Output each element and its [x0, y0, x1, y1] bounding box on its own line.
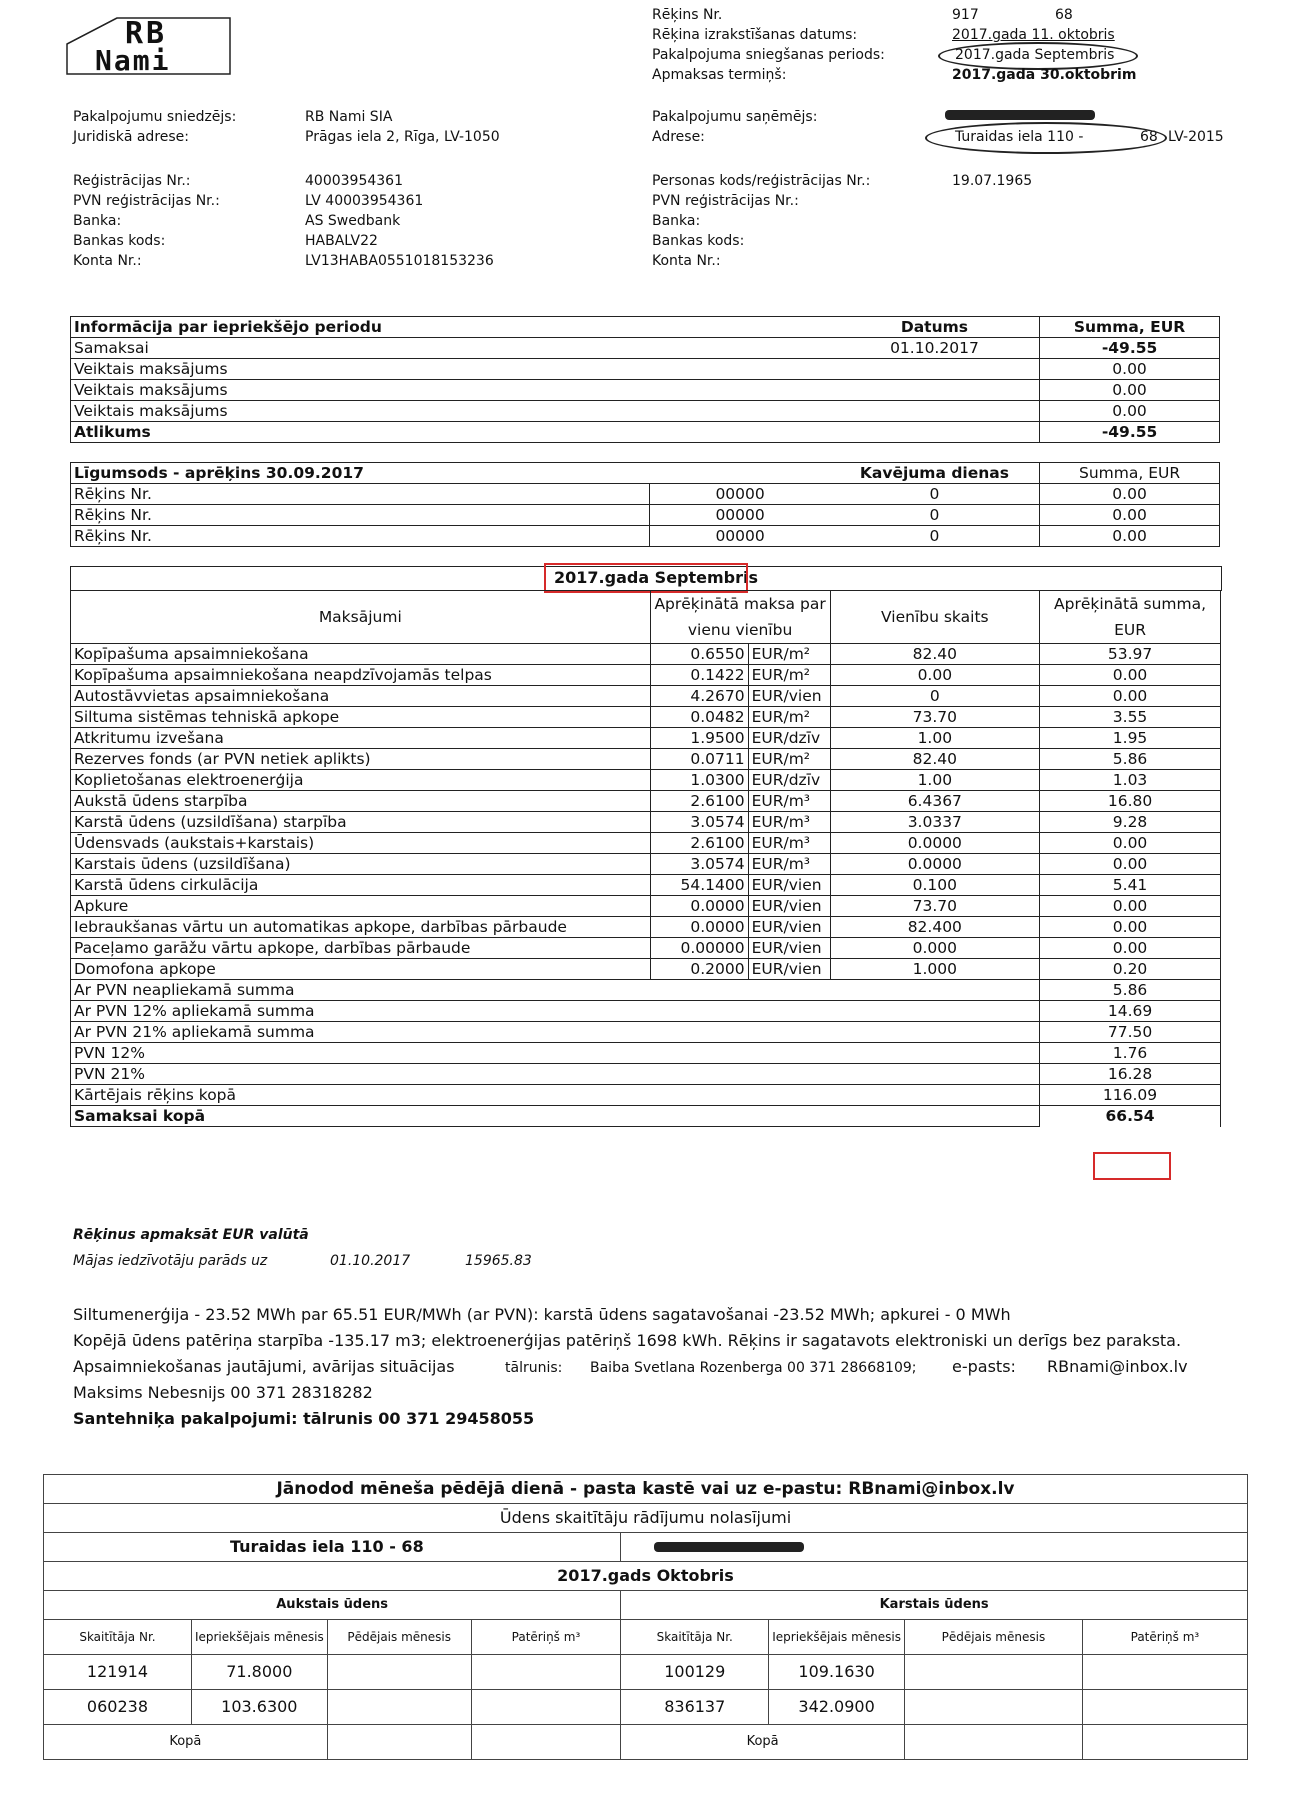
form-redacted-name — [654, 1542, 804, 1552]
debt-date: 01.10.2017 — [330, 1253, 411, 1269]
address-handwritten-circle — [925, 122, 1167, 154]
charge-name: Apkure — [71, 896, 651, 917]
current-total-sum: 116.09 — [1040, 1085, 1221, 1106]
prev-row-sum: 0.00 — [1040, 359, 1220, 380]
charge-row — [71, 665, 1221, 686]
form-period: 2017.gads Oktobris — [44, 1562, 1248, 1591]
summary-sum: 5.86 — [1040, 980, 1221, 1001]
charge-unit: EUR/vien — [748, 686, 830, 707]
bank-label: Banka: — [73, 213, 122, 229]
charge-sum: 1.03 — [1040, 770, 1221, 791]
charge-sum: 16.80 — [1040, 791, 1221, 812]
charge-row — [71, 728, 1221, 749]
hot-water-title: Karstais ūdens — [621, 1591, 1248, 1620]
address-apartment: 68 — [1140, 129, 1158, 145]
charge-unit-price: 2.6100 — [650, 833, 748, 854]
charge-row — [71, 707, 1221, 728]
vat-no-value: LV 40003954361 — [305, 193, 424, 209]
bank-code-label: Bankas kods: — [73, 233, 166, 249]
charge-row — [71, 833, 1221, 854]
hot-col-prev: Iepriekšējais mēnesis — [769, 1620, 905, 1655]
cold-col-prev: Iepriekšējais mēnesis — [191, 1620, 327, 1655]
charges-table — [70, 590, 1221, 1127]
cold-meter-number: 060238 — [44, 1690, 192, 1725]
charge-row — [71, 959, 1221, 980]
charge-sum: 9.28 — [1040, 812, 1221, 833]
address-label: Adrese: — [652, 129, 705, 145]
hot-prev-reading: 109.1630 — [769, 1655, 905, 1690]
hot-total-label: Kopā — [621, 1725, 905, 1760]
charge-quantity: 0.100 — [830, 875, 1040, 896]
charge-row — [71, 938, 1221, 959]
summary-label: PVN 12% — [71, 1043, 1040, 1064]
charge-sum: 0.00 — [1040, 854, 1221, 875]
charge-quantity: 0.000 — [830, 938, 1040, 959]
charge-sum: 0.00 — [1040, 938, 1221, 959]
charge-unit: EUR/vien — [748, 896, 830, 917]
phone-value: Baiba Svetlana Rozenberga 00 371 28668109; — [590, 1360, 917, 1376]
form-address: Turaidas iela 110 - 68 — [44, 1533, 621, 1562]
charge-name: Ūdensvads (aukstais+karstais) — [71, 833, 651, 854]
invoice-number-value2: 68 — [1055, 7, 1073, 23]
reg-no-value: 40003954361 — [305, 173, 403, 189]
address-postcode: LV-2015 — [1168, 129, 1224, 145]
recipient-label: Pakalpojumu saņēmējs: — [652, 109, 818, 125]
invoice-number-value: 917 — [952, 7, 979, 23]
reg-no-label: Reģistrācijas Nr.: — [73, 173, 191, 189]
penalty-table — [70, 462, 1220, 547]
penalty-col-sum: Summa, EUR — [1040, 463, 1220, 484]
issue-date-label: Rēķina izrakstīšanas datums: — [652, 27, 858, 43]
col-header-units: Vienību skaits — [830, 591, 1040, 644]
charge-name: Karstā ūdens (uzsildīšana) starpība — [71, 812, 651, 833]
summary-row — [71, 1064, 1221, 1085]
charge-row — [71, 770, 1221, 791]
col-header-sum-2: EUR — [1040, 617, 1221, 644]
charge-sum: 0.00 — [1040, 665, 1221, 686]
contact-label: Apsaimniekošanas jautājumi, avārijas situācijas — [73, 1357, 455, 1376]
legal-address-label: Juridiskā adrese: — [73, 129, 190, 145]
cold-last-reading[interactable] — [327, 1690, 471, 1725]
summary-row — [71, 1022, 1221, 1043]
charge-unit-price: 3.0574 — [650, 854, 748, 875]
charge-unit: EUR/vien — [748, 917, 830, 938]
address-value: Turaidas iela 110 - — [955, 129, 1084, 145]
email-label: e-pasts: — [952, 1357, 1016, 1376]
charge-quantity: 73.70 — [830, 707, 1040, 728]
charge-sum: 53.97 — [1040, 644, 1221, 665]
period-label: Pakalpojuma sniegšanas periods: — [652, 47, 885, 63]
logo-line1: RB — [125, 16, 168, 51]
prev-row-sum: 0.00 — [1040, 380, 1220, 401]
hot-prev-reading: 342.0900 — [769, 1690, 905, 1725]
charge-row — [71, 875, 1221, 896]
cold-total-label: Kopā — [44, 1725, 328, 1760]
hot-consumption[interactable] — [1082, 1655, 1247, 1690]
account-value: LV13HABA0551018153236 — [305, 253, 494, 269]
charge-unit: EUR/vien — [748, 938, 830, 959]
to-pay-sum: 66.54 — [1040, 1106, 1221, 1127]
currency-note: Rēķinus apmaksāt EUR valūtā — [73, 1227, 309, 1243]
charge-quantity: 0.0000 — [830, 854, 1040, 875]
charge-unit-price: 1.0300 — [650, 770, 748, 791]
charge-name: Siltuma sistēmas tehniskā apkope — [71, 707, 651, 728]
prev-row-date: 01.10.2017 — [830, 338, 1040, 359]
penalty-row-num: 00000 — [650, 505, 830, 526]
penalty-row-label: Rēķins Nr. — [71, 484, 650, 505]
col-header-payments: Maksājumi — [71, 591, 651, 644]
prev-total-label: Atlikums — [71, 422, 830, 443]
contact-person-line: Maksims Nebesnijs 00 371 28318282 — [73, 1383, 373, 1402]
hot-total-last[interactable] — [904, 1725, 1082, 1760]
charge-quantity: 82.40 — [830, 644, 1040, 665]
email-value[interactable]: RBnami@inbox.lv — [1047, 1357, 1188, 1376]
prev-total-sum: -49.55 — [1040, 422, 1220, 443]
charge-sum: 3.55 — [1040, 707, 1221, 728]
charge-unit: EUR/vien — [748, 959, 830, 980]
cold-prev-reading: 103.6300 — [191, 1690, 327, 1725]
prev-period-col-date: Datums — [900, 318, 969, 336]
penalty-col-days: Kavējuma dienas — [859, 464, 1009, 482]
penalty-row-num: 00000 — [650, 526, 830, 547]
charge-quantity: 82.40 — [830, 749, 1040, 770]
form-subtitle: Ūdens skaitītāju rādījumu nolasījumi — [44, 1504, 1248, 1533]
meter-reading-form — [43, 1474, 1248, 1760]
charge-sum: 0.00 — [1040, 896, 1221, 917]
hot-col-meter: Skaitītāja Nr. — [621, 1620, 769, 1655]
charge-unit: EUR/dzīv — [748, 728, 830, 749]
cold-total-last[interactable] — [327, 1725, 471, 1760]
vat-no-label: PVN reģistrācijas Nr.: — [73, 193, 220, 209]
hot-col-last: Pēdējais mēnesis — [904, 1620, 1082, 1655]
charge-row — [71, 644, 1221, 665]
to-pay-label: Samaksai kopā — [71, 1106, 1040, 1127]
penalty-row-days: 0 — [830, 526, 1040, 547]
summary-label: Ar PVN 12% apliekamā summa — [71, 1001, 1040, 1022]
cold-prev-reading: 71.8000 — [191, 1655, 327, 1690]
cold-col-meter: Skaitītāja Nr. — [44, 1620, 192, 1655]
charge-name: Kopīpašuma apsaimniekošana neapdzīvojamās telpas — [71, 665, 651, 686]
penalty-row-sum: 0.00 — [1040, 484, 1220, 505]
company-logo — [65, 14, 235, 80]
charge-name: Aukstā ūdens starpība — [71, 791, 651, 812]
hot-last-reading[interactable] — [904, 1690, 1082, 1725]
charge-row — [71, 812, 1221, 833]
due-date-value: 2017.gada 30.oktobrim — [952, 67, 1137, 83]
charge-name: Rezerves fonds (ar PVN netiek aplikts) — [71, 749, 651, 770]
charge-unit-price: 3.0574 — [650, 812, 748, 833]
prev-row-sum: -49.55 — [1040, 338, 1220, 359]
charge-unit-price: 1.9500 — [650, 728, 748, 749]
charge-name: Koplietošanas elektroenerģija — [71, 770, 651, 791]
charge-quantity: 0.00 — [830, 665, 1040, 686]
summary-row — [71, 1001, 1221, 1022]
bank-code-value: HABALV22 — [305, 233, 378, 249]
charge-unit: EUR/dzīv — [748, 770, 830, 791]
cold-meter-number: 121914 — [44, 1655, 192, 1690]
summary-sum: 16.28 — [1040, 1064, 1221, 1085]
prev-period-col-sum: Summa, EUR — [1040, 317, 1220, 338]
charges-period-title: 2017.gada Septembris — [554, 568, 759, 587]
charge-unit: EUR/m³ — [748, 791, 830, 812]
charge-sum: 1.95 — [1040, 728, 1221, 749]
penalty-row-days: 0 — [830, 505, 1040, 526]
penalty-row-sum: 0.00 — [1040, 526, 1220, 547]
prev-row-label: Veiktais maksājums — [71, 401, 830, 422]
prev-row-label: Samaksai — [71, 338, 830, 359]
water-consumption-note: Kopējā ūdens patēriņa starpība -135.17 m3; elektroenerģijas patēriņš 1698 kWh. Rēķins ir sagatavots elektroniski un derīgs bez paraksta. — [73, 1331, 1182, 1350]
form-title: Jānodod mēneša pēdējā dienā - pasta kastē vai uz e-pastu: RBnami@inbox.lv — [44, 1475, 1248, 1504]
charge-quantity: 1.000 — [830, 959, 1040, 980]
charge-unit: EUR/m³ — [748, 854, 830, 875]
charge-name: Paceļamo garāžu vārtu apkope, darbības pārbaude — [71, 938, 651, 959]
charge-unit: EUR/m³ — [748, 812, 830, 833]
redacted-name — [945, 110, 1095, 120]
hot-total-cons[interactable] — [1082, 1725, 1247, 1760]
charge-quantity: 82.400 — [830, 917, 1040, 938]
current-total-label: Kārtējais rēķins kopā — [71, 1085, 1040, 1106]
col-header-unit-price-2: vienu vienību — [650, 617, 830, 644]
hot-last-reading[interactable] — [904, 1655, 1082, 1690]
charge-quantity: 6.4367 — [830, 791, 1040, 812]
summary-sum: 1.76 — [1040, 1043, 1221, 1064]
penalty-title: Līgumsods - aprēķins 30.09.2017 — [74, 464, 364, 482]
charge-sum: 5.86 — [1040, 749, 1221, 770]
charge-sum: 5.41 — [1040, 875, 1221, 896]
charge-unit: EUR/m² — [748, 707, 830, 728]
summary-label: Ar PVN 21% apliekamā summa — [71, 1022, 1040, 1043]
charge-unit-price: 4.2670 — [650, 686, 748, 707]
charge-name: Atkritumu izvešana — [71, 728, 651, 749]
hot-consumption[interactable] — [1082, 1690, 1247, 1725]
charge-quantity: 0 — [830, 686, 1040, 707]
heat-energy-note: Siltumenerģija - 23.52 MWh par 65.51 EUR/MWh (ar PVN): karstā ūdens sagatavošanai -23.52 MWh; apkurei - 0 MWh — [73, 1305, 1011, 1324]
charge-sum: 0.00 — [1040, 917, 1221, 938]
col-header-sum-1: Aprēķinātā summa, — [1040, 591, 1221, 618]
bank-value: AS Swedbank — [305, 213, 401, 229]
hot-meter-number: 836137 — [621, 1690, 769, 1725]
personal-code-value: 19.07.1965 — [952, 173, 1033, 189]
hot-col-cons: Patēriņš m³ — [1082, 1620, 1247, 1655]
charge-name: Kopīpašuma apsaimniekošana — [71, 644, 651, 665]
phone-label: tālrunis: — [505, 1360, 563, 1376]
charge-quantity: 1.00 — [830, 728, 1040, 749]
charge-quantity: 73.70 — [830, 896, 1040, 917]
charge-unit: EUR/m² — [748, 749, 830, 770]
charge-unit-price: 0.0000 — [650, 896, 748, 917]
summary-sum: 77.50 — [1040, 1022, 1221, 1043]
charge-unit-price: 0.00000 — [650, 938, 748, 959]
charge-unit-price: 0.0711 — [650, 749, 748, 770]
summary-sum: 14.69 — [1040, 1001, 1221, 1022]
cold-consumption[interactable] — [471, 1690, 621, 1725]
charge-row — [71, 896, 1221, 917]
total-highlight-box — [1093, 1152, 1171, 1180]
cold-col-cons: Patēriņš m³ — [471, 1620, 621, 1655]
provider-label: Pakalpojumu sniedzējs: — [73, 109, 237, 125]
recipient-vat-label: PVN reģistrācijas Nr.: — [652, 193, 799, 209]
cold-water-title: Aukstais ūdens — [44, 1591, 621, 1620]
prev-row-sum: 0.00 — [1040, 401, 1220, 422]
summary-row — [71, 980, 1221, 1001]
charge-name: Autostāvvietas apsaimniekošana — [71, 686, 651, 707]
charge-sum: 0.00 — [1040, 833, 1221, 854]
charge-unit-price: 2.6100 — [650, 791, 748, 812]
debt-label: Mājas iedzīvotāju parāds uz — [73, 1253, 268, 1269]
recipient-bank-code-label: Bankas kods: — [652, 233, 745, 249]
period-value: 2017.gada Septembris — [955, 47, 1115, 63]
account-label: Konta Nr.: — [73, 253, 142, 269]
charge-row — [71, 749, 1221, 770]
provider-value: RB Nami SIA — [305, 109, 393, 125]
charge-unit-price: 0.1422 — [650, 665, 748, 686]
charge-name: Karstā ūdens cirkulācija — [71, 875, 651, 896]
hot-meter-number: 100129 — [621, 1655, 769, 1690]
form-redacted-cell — [621, 1533, 1248, 1562]
penalty-row-label: Rēķins Nr. — [71, 526, 650, 547]
legal-address-value: Prāgas iela 2, Rīga, LV-1050 — [305, 129, 500, 145]
charge-unit-price: 0.6550 — [650, 644, 748, 665]
penalty-row-label: Rēķins Nr. — [71, 505, 650, 526]
charge-row — [71, 791, 1221, 812]
recipient-bank-label: Banka: — [652, 213, 701, 229]
period-highlight-box — [544, 563, 748, 593]
due-date-label: Apmaksas termiņš: — [652, 67, 787, 83]
charge-unit-price: 0.2000 — [650, 959, 748, 980]
recipient-account-label: Konta Nr.: — [652, 253, 721, 269]
charge-unit: EUR/vien — [748, 875, 830, 896]
prev-row-label: Veiktais maksājums — [71, 380, 830, 401]
summary-label: Ar PVN neapliekamā summa — [71, 980, 1040, 1001]
charge-row — [71, 854, 1221, 875]
logo-line2: Nami — [95, 44, 171, 77]
charge-unit: EUR/m² — [748, 665, 830, 686]
charge-quantity: 0.0000 — [830, 833, 1040, 854]
prev-period-title: Informācija par iepriekšējo periodu — [74, 318, 382, 336]
penalty-row-days: 0 — [830, 484, 1040, 505]
charge-unit-price: 0.0482 — [650, 707, 748, 728]
penalty-row-sum: 0.00 — [1040, 505, 1220, 526]
previous-period-table — [70, 316, 1220, 443]
debt-amount: 15965.83 — [465, 1253, 532, 1269]
summary-row — [71, 1043, 1221, 1064]
charge-sum: 0.00 — [1040, 686, 1221, 707]
cold-consumption[interactable] — [471, 1655, 621, 1690]
col-header-unit-price-1: Aprēķinātā maksa par — [650, 591, 830, 618]
personal-code-label: Personas kods/reģistrācijas Nr.: — [652, 173, 871, 189]
penalty-row-num: 00000 — [650, 484, 830, 505]
charge-unit-price: 54.1400 — [650, 875, 748, 896]
charge-quantity: 1.00 — [830, 770, 1040, 791]
invoice-number-label: Rēķins Nr. — [652, 7, 723, 23]
charge-quantity: 3.0337 — [830, 812, 1040, 833]
cold-last-reading[interactable] — [327, 1655, 471, 1690]
charge-row — [71, 917, 1221, 938]
cold-col-last: Pēdējais mēnesis — [327, 1620, 471, 1655]
charge-sum: 0.20 — [1040, 959, 1221, 980]
charge-unit-price: 0.0000 — [650, 917, 748, 938]
charge-name: Karstais ūdens (uzsildīšana) — [71, 854, 651, 875]
cold-total-cons[interactable] — [471, 1725, 621, 1760]
summary-label: PVN 21% — [71, 1064, 1040, 1085]
charge-row — [71, 686, 1221, 707]
prev-row-label: Veiktais maksājums — [71, 359, 830, 380]
charge-name: Domofona apkope — [71, 959, 651, 980]
charge-unit: EUR/m² — [748, 644, 830, 665]
issue-date-value: 2017.gada 11. oktobris — [952, 27, 1115, 43]
plumbing-line: Santehniķa pakalpojumi: tālrunis 00 371 29458055 — [73, 1409, 535, 1428]
charge-unit: EUR/m³ — [748, 833, 830, 854]
charge-name: Iebraukšanas vārtu un automatikas apkope, darbības pārbaude — [71, 917, 651, 938]
